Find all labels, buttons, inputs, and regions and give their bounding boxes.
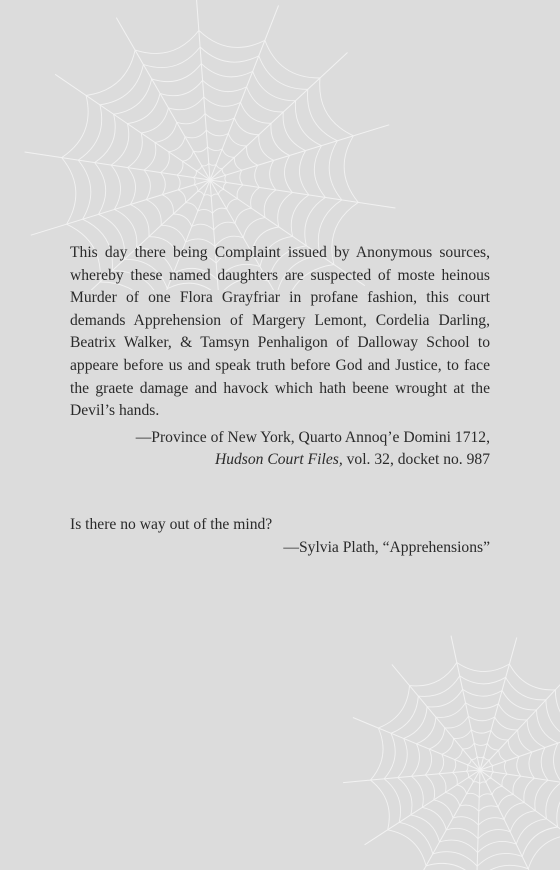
court-quote-citation [70, 427, 490, 472]
epigraph-attribution: —Sylvia Plath, “Apprehensions” [283, 538, 490, 556]
spiderweb-bottom-decoration [330, 610, 560, 870]
page-content [70, 242, 490, 559]
citation-line-1: —Province of New York, Quarto Annoq’e Domini 1712, [135, 428, 490, 446]
citation-source-title: Hudson Court Files, [214, 451, 343, 469]
court-quote-paragraph: This day there being Complaint issued by Anonymous sources, whereby these named daughters are suspected of moste heinous Murder of one Flora Grayfriar in profane fashion, this court demands Apprehension of Margery Lemont, Cordelia Darling, Beatrix Walker, & Tamsyn Penhaligon of Dalloway School to appeare before us and speak truth before God and Justice, to face the graete damage and havock which hath beene wrought at the Devil’s hands. [70, 244, 490, 420]
citation-line-2 [70, 449, 490, 472]
epigraph-text: Is there no way out of the mind? [70, 515, 273, 533]
citation-volume-docket: vol. 32, docket no. 987 [342, 451, 490, 469]
